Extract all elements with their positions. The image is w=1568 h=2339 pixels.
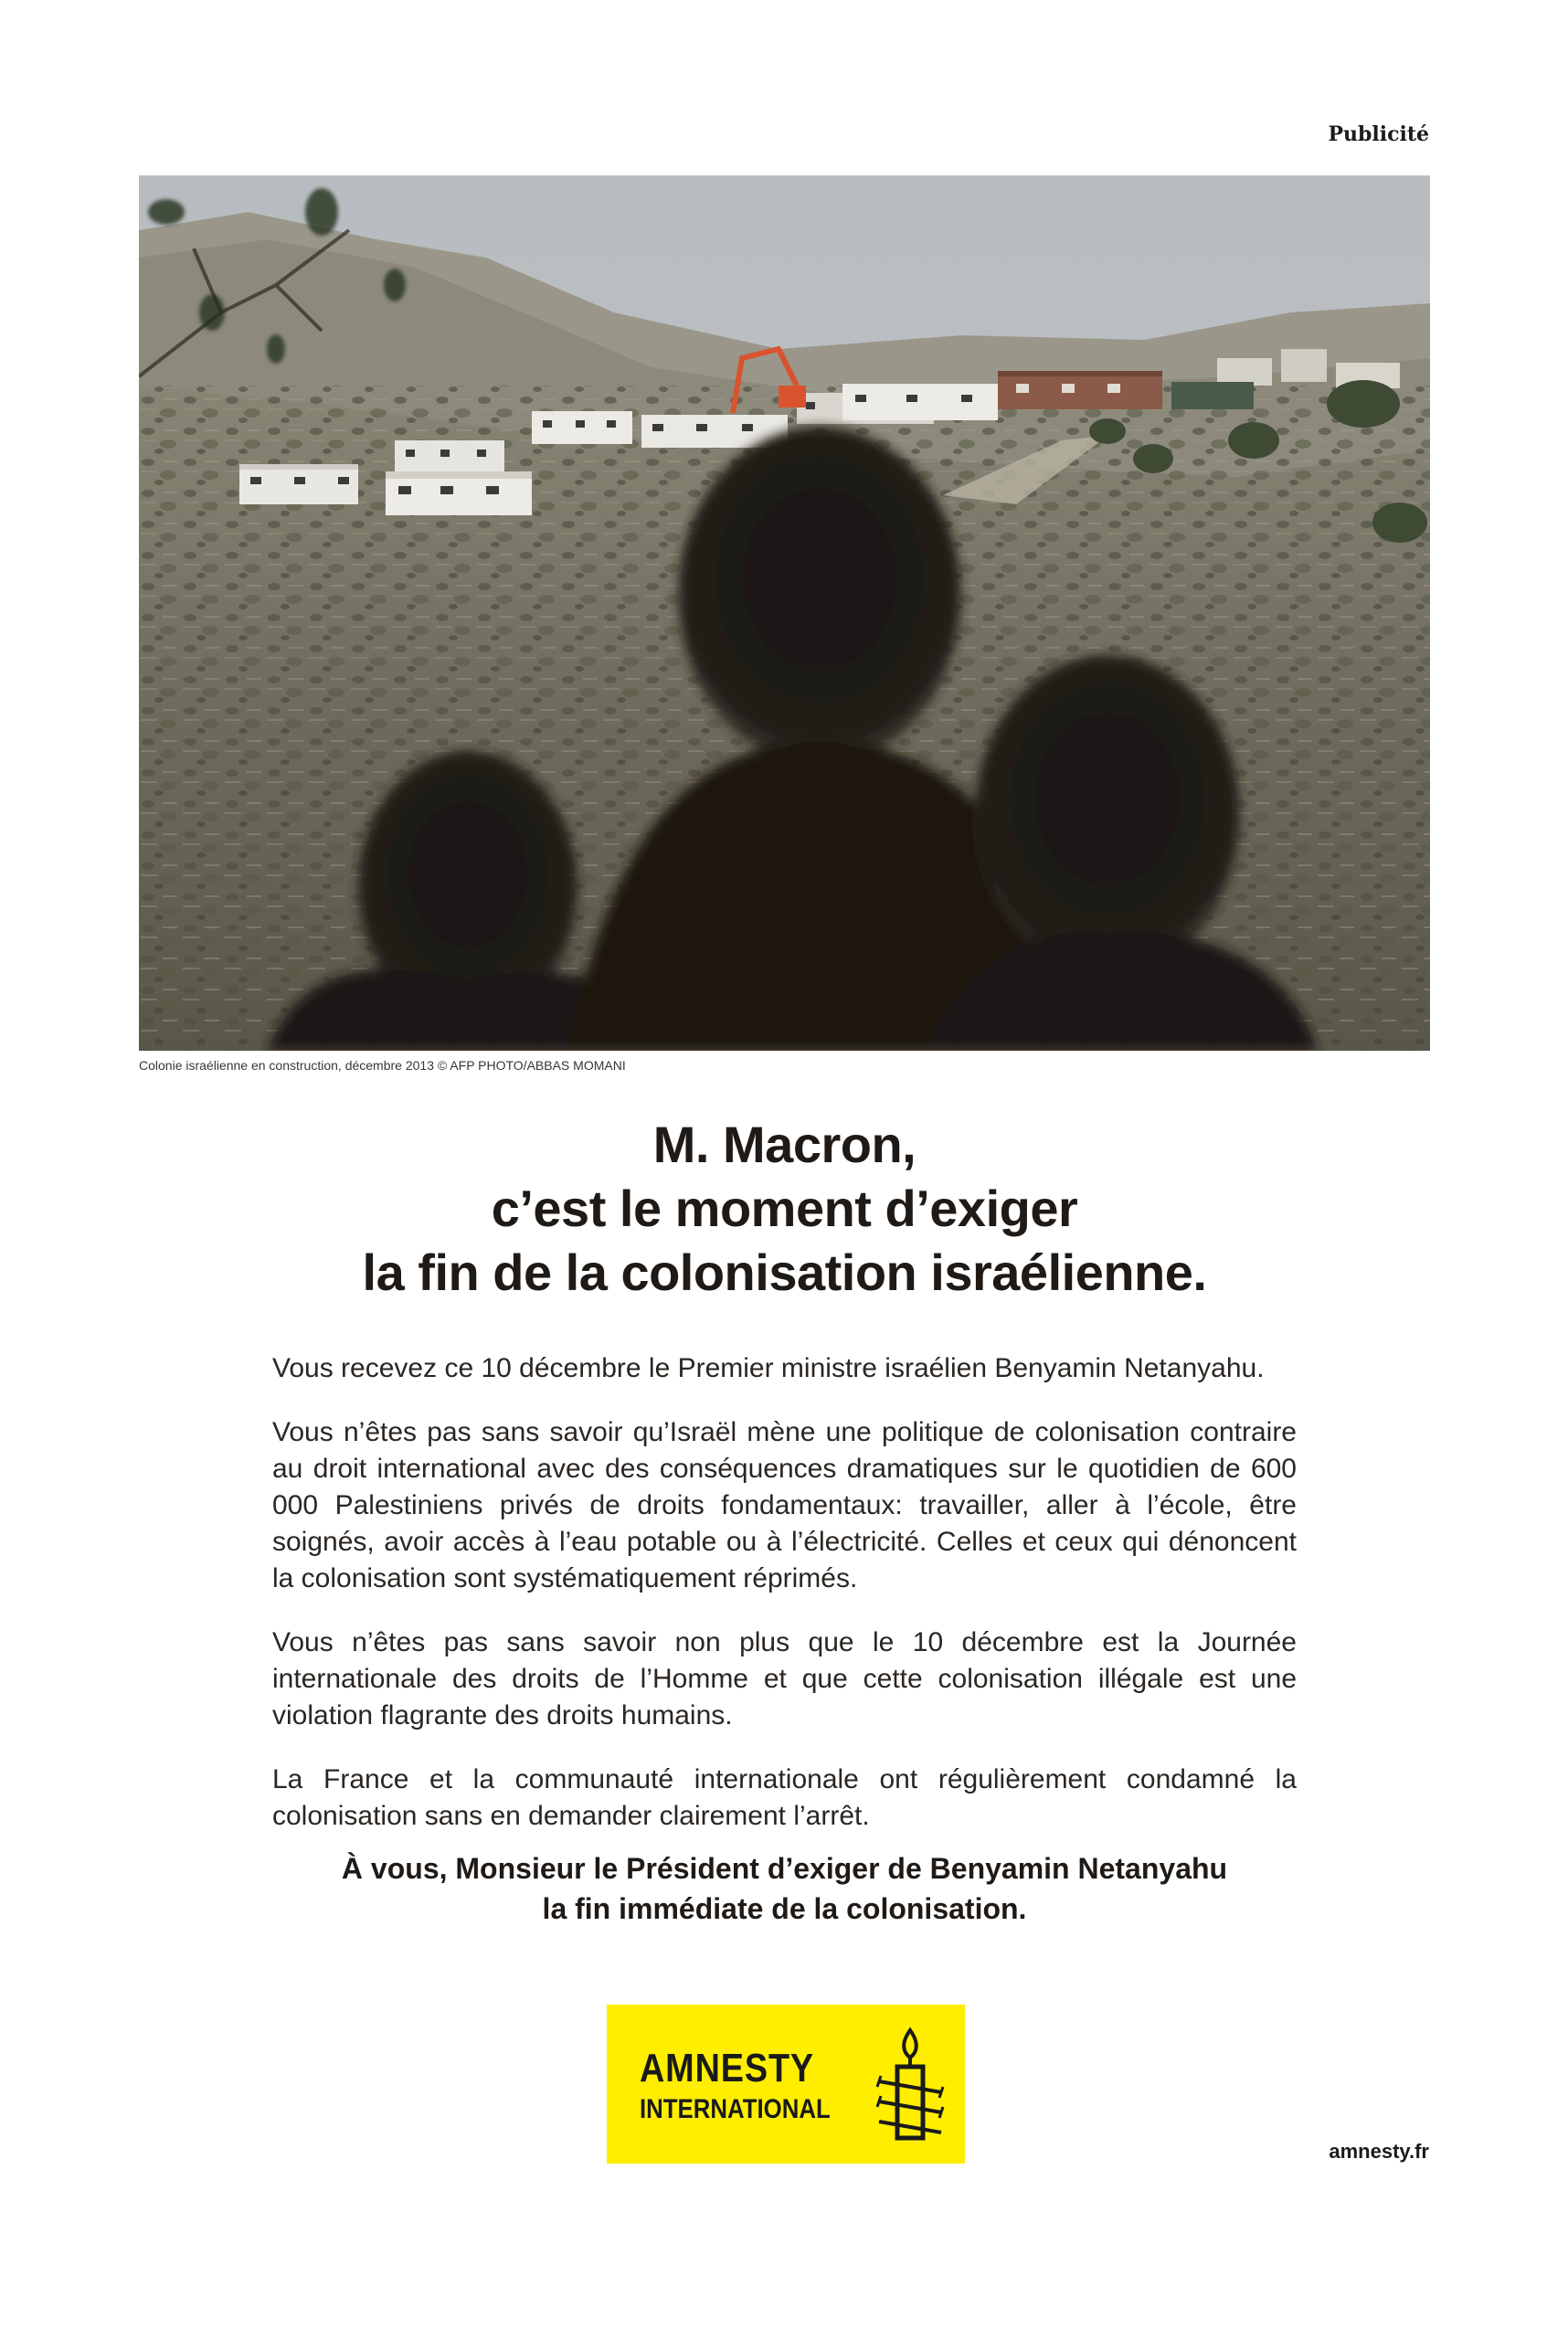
paragraph-1: Vous recevez ce 10 décembre le Premier ministre israélien Benyamin Netanyahu. [272,1353,1265,1383]
website-link[interactable]: amnesty.fr [1329,2140,1429,2163]
candle-barbed-wire-icon [874,2025,947,2148]
closing-statement [139,1848,1430,1929]
paragraph-4: La France et la communauté internationale ont régulièrement condamné la colonisation sans en demander clairement l’arrêt. [272,1764,1297,1831]
photo-caption: Colonie israélienne en construction, décembre 2013 © AFP PHOTO/ABBAS MOMANI [139,1058,626,1073]
headline-line-3: la fin de la colonisation israélienne. [362,1244,1207,1301]
amnesty-logo [607,2005,965,2164]
logo-line-2: INTERNATIONAL [640,2094,831,2124]
settlement-photo [139,175,1430,1051]
advertisement-label: Publicité [1328,122,1429,146]
closing-line-2: la fin immédiate de la colonisation. [542,1892,1027,1925]
paragraph-2: Vous n’êtes pas sans savoir qu’Israël mène une politique de colonisation contraire au droit international avec des conséquences dramatiques sur le quotidien de 600 000 Palestiniens privés de droits fondamentaux: travailler, aller à l’école, être soignés, avoir accès à l’eau potable ou à l’électricité. Celles et ceux qui dénoncent la colonisation sont systématiquement réprimés. [272,1417,1297,1593]
headline [139,1113,1430,1305]
body-text [272,1350,1297,1862]
logo-wordmark [640,2048,862,2123]
closing-line-1: À vous, Monsieur le Président d’exiger de Benyamin Netanyahu [341,1852,1228,1885]
headline-line-2: c’est le moment d’exiger [491,1180,1078,1237]
headline-line-1: M. Macron, [652,1116,916,1173]
logo-line-1: AMNESTY [640,2046,815,2090]
paragraph-3: Vous n’êtes pas sans savoir non plus que le 10 décembre est la Journée internationale des droits de l’Homme et que cette colonisation illégale est une violation flagrante des droits humains. [272,1627,1297,1730]
